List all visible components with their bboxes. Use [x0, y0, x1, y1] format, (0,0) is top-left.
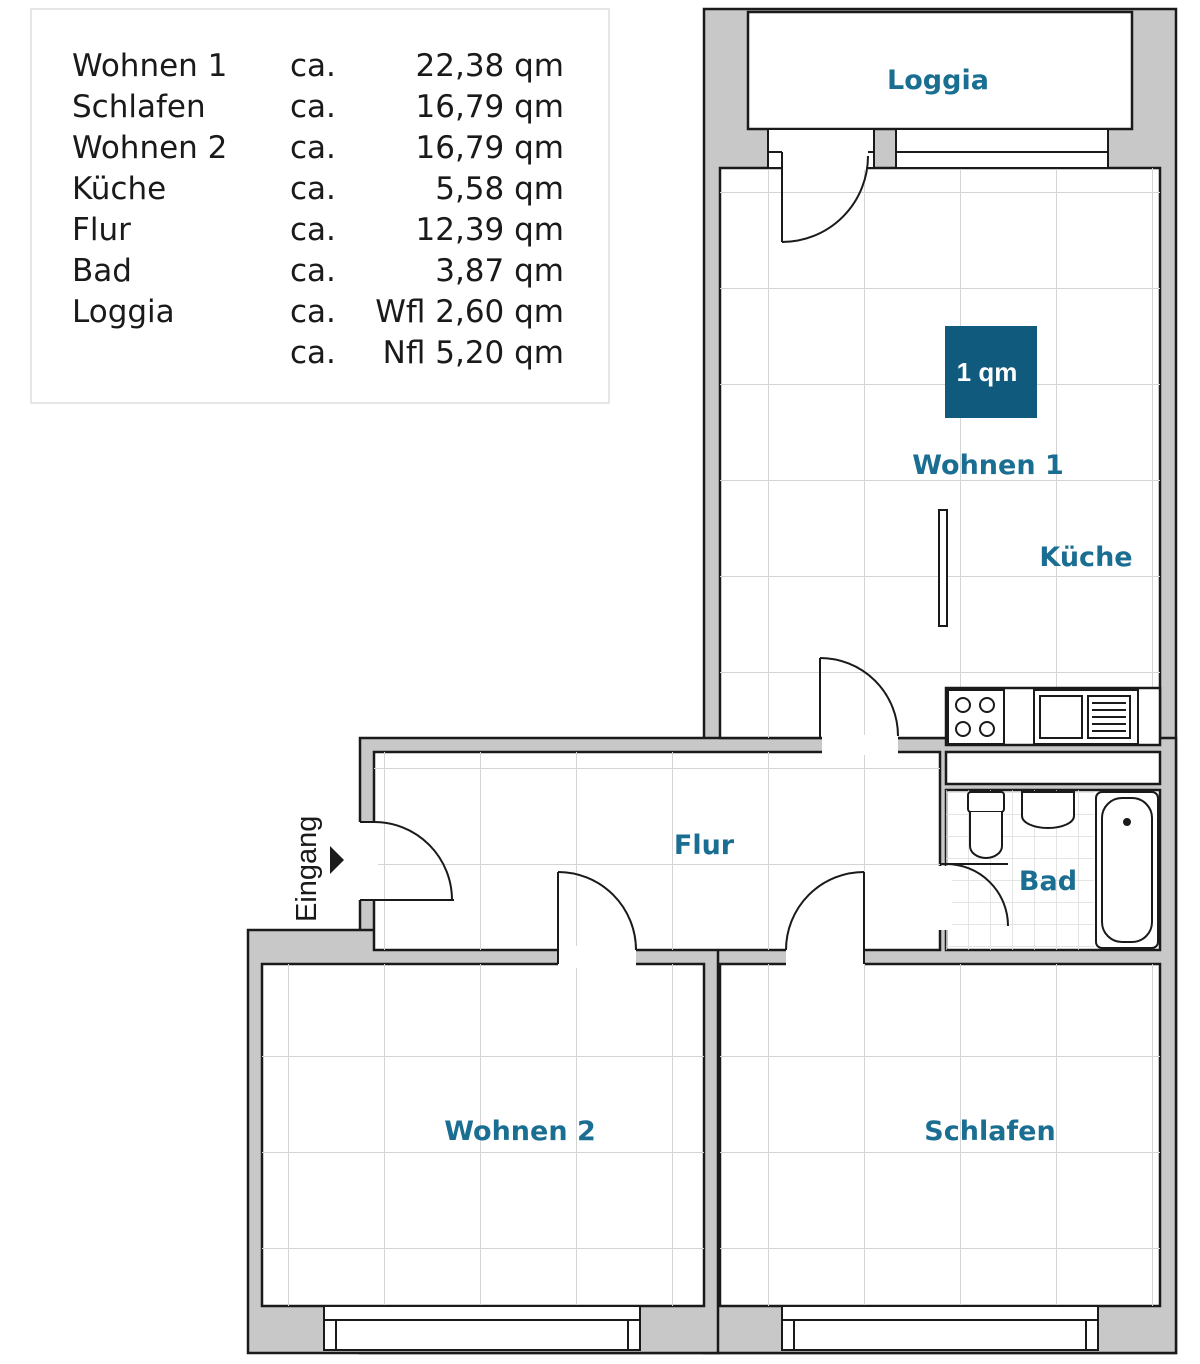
entrance-label: Eingang: [291, 815, 323, 922]
area-value: Nfl 5,20 qm: [382, 335, 564, 371]
area-room-name: Küche: [72, 171, 167, 207]
area-room-name: Schlafen: [72, 89, 206, 125]
area-value: Wfl 2,60 qm: [375, 294, 564, 330]
area-value: 22,38 qm: [415, 48, 564, 84]
area-approx: ca.: [290, 212, 336, 248]
area-approx: ca.: [290, 171, 336, 207]
area-approx: ca.: [290, 130, 336, 166]
entrance-arrow-icon: [330, 846, 344, 874]
area-value: 3,87 qm: [435, 253, 564, 289]
room-label-schlafen: Schlafen: [924, 1116, 1056, 1147]
area-room-name: Bad: [72, 253, 132, 289]
area-room-name: Loggia: [72, 294, 175, 330]
area-approx: ca.: [290, 253, 336, 289]
area-approx: ca.: [290, 89, 336, 125]
area-approx: ca.: [290, 335, 336, 371]
window-wohnen2: [324, 1306, 640, 1350]
area-approx: ca.: [290, 294, 336, 330]
window-schlafen: [782, 1306, 1098, 1350]
area-value: 16,79 qm: [415, 89, 564, 125]
area-room-name: Wohnen 2: [72, 130, 228, 166]
area-room-name: Wohnen 1: [72, 48, 228, 84]
scale-label: 1 qm: [956, 357, 1018, 387]
room-label-wohnen2: Wohnen 2: [444, 1116, 596, 1147]
area-value: 5,58 qm: [435, 171, 564, 207]
room-label-flur: Flur: [673, 830, 735, 861]
area-room-name: Flur: [72, 212, 131, 248]
toilet: [968, 792, 1004, 812]
room-label-wohnen1: Wohnen 1: [912, 450, 1064, 481]
room-label-loggia: Loggia: [887, 65, 989, 96]
washbasin: [1022, 792, 1074, 828]
area-approx: ca.: [290, 48, 336, 84]
window-loggia-right: [896, 129, 1108, 168]
room-divider: [939, 510, 947, 626]
area-value: 16,79 qm: [415, 130, 564, 166]
area-value: 12,39 qm: [415, 212, 564, 248]
room-label-kueche: Küche: [1039, 542, 1133, 573]
room-label-bad: Bad: [1018, 866, 1078, 897]
stove: [948, 690, 1004, 744]
